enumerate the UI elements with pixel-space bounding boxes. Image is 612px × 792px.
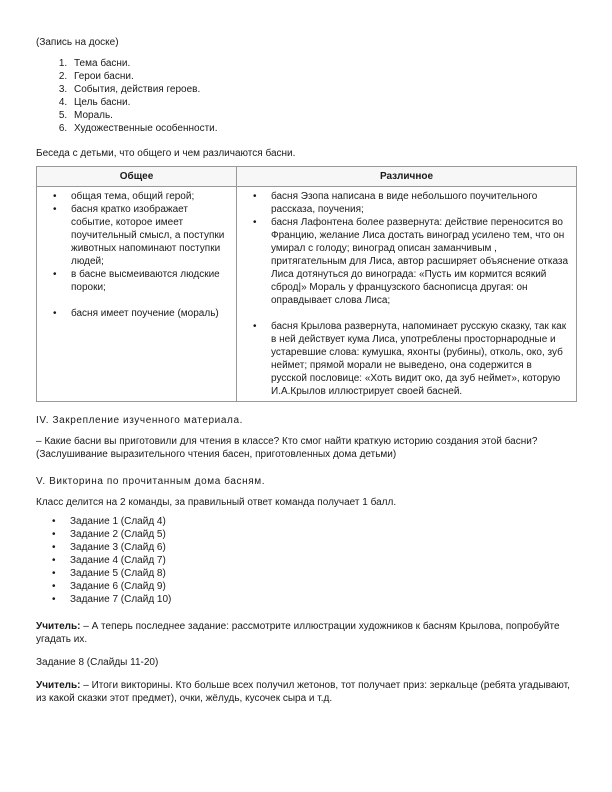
different-item: • басня Лафонтена более развернута: действие переносится во Францию, желание Лиса достать виноград усилено тем, что он умирал с голоду; виноград описан заманчивым , притягательным для Лиса, автор расширяет объяснение отказа Лиса дотянуться до винограда: «Пусть им кормится всякий сброд|» Мораль у французского баснописца другая: он оправдывает слова Лиса; (253, 217, 569, 306)
bullet-icon: • (53, 191, 57, 202)
task-item: • Задание 6 (Слайд 9) (52, 581, 166, 592)
bullet-icon: • (52, 516, 56, 527)
bullet-icon: • (253, 217, 257, 228)
column-header-common: Общее (37, 167, 237, 187)
bullet-icon: • (53, 204, 57, 215)
bullet-icon: • (52, 568, 56, 579)
table-header-row (37, 167, 577, 187)
intro-text: Беседа с детьми, что общего и чем различаются басни. (36, 148, 296, 159)
different-cell (237, 187, 577, 402)
board-list (36, 57, 576, 135)
task-item: • Задание 1 (Слайд 4) (52, 516, 166, 527)
bullet-icon: • (253, 191, 257, 202)
common-item: • в басне высмеиваются людские пороки; (53, 269, 220, 293)
teacher-remark-2 (36, 679, 576, 705)
common-item: • басня кратко изображает событие, которое имеет поучительный смысл, а поступки животных напоминают поступки людей; (53, 204, 225, 267)
bullet-icon: • (253, 321, 257, 332)
teacher-text: – А теперь последнее задание: рассмотрите иллюстрации художников к басням Крылова, попробуйте угадать их. (36, 621, 560, 645)
board-list-item: 6. Художественные особенности. (70, 122, 576, 135)
board-note: (Запись на доске) (36, 37, 119, 48)
section-heading-v: V. Викторина по прочитанным дома басням. (36, 476, 266, 487)
teacher-remark-1 (36, 620, 576, 646)
bullet-icon: • (52, 594, 56, 605)
board-list-item: 1. Тема басни. (70, 57, 576, 70)
teacher-label: Учитель: (36, 680, 81, 691)
task-item: • Задание 5 (Слайд 8) (52, 568, 166, 579)
board-list-item: 2. Герои басни. (70, 70, 576, 83)
common-cell (37, 187, 237, 402)
bullet-icon: • (52, 581, 56, 592)
board-list-item: 4. Цель басни. (70, 96, 576, 109)
bullet-icon: • (53, 308, 57, 319)
task-item: • Задание 7 (Слайд 10) (52, 594, 172, 605)
activity-text: (Заслушивание выразительного чтения басен, приготовленных дома детьми) (36, 449, 397, 460)
common-item: • общая тема, общий герой; (53, 191, 195, 202)
different-item: • басня Крылова развернута, напоминает русскую сказку, так как в ней действует кума Лиса, употреблены просторнародные и устаревшие слова: кумушка, яхонты (рубины), отколь, око, зуб неймет; прямой морали не выведено, она содержится в русской пословице: «Хоть видит око, да зуб неймет», которую И.А.Крылов иллюстрирует своей басней. (253, 321, 567, 397)
task-list (36, 515, 576, 606)
bullet-icon: • (53, 269, 57, 280)
column-header-different: Различное (237, 167, 577, 187)
teacher-label: Учитель: (36, 621, 81, 632)
different-item: • басня Эзопа написана в виде небольшого поучительного рассказа, поучения; (253, 191, 538, 215)
document-page (36, 36, 576, 715)
common-list (43, 190, 230, 320)
quiz-rule: Класс делится на 2 команды, за правильный ответ команда получает 1 балл. (36, 497, 397, 508)
comparison-table (36, 166, 577, 402)
task-item: • Задание 3 (Слайд 6) (52, 542, 166, 553)
board-list-item: 3. События, действия героев. (70, 83, 576, 96)
bullet-icon: • (52, 529, 56, 540)
task-item: • Задание 4 (Слайд 7) (52, 555, 166, 566)
task-8: Задание 8 (Слайды 11-20) (36, 657, 159, 668)
different-list (243, 190, 570, 398)
question-text: – Какие басни вы приготовили для чтения в классе? Кто смог найти краткую историю создания этой басни? (36, 436, 538, 447)
section-iv-body (36, 435, 576, 461)
task-item: • Задание 2 (Слайд 5) (52, 529, 166, 540)
common-item: • басня имеет поучение (мораль) (53, 308, 219, 319)
board-list-item: 5. Мораль. (70, 109, 576, 122)
bullet-icon: • (52, 555, 56, 566)
teacher-text: – Итоги викторины. Кто больше всех получил жетонов, тот получает приз: зеркальце (ребята угадывают, из какой сказки этот предмет), очки, жёлудь, кусочек сыра и т.д. (36, 680, 570, 704)
section-heading-iv: IV. Закрепление изученного материала. (36, 415, 243, 426)
bullet-icon: • (52, 542, 56, 553)
table-row (37, 187, 577, 402)
